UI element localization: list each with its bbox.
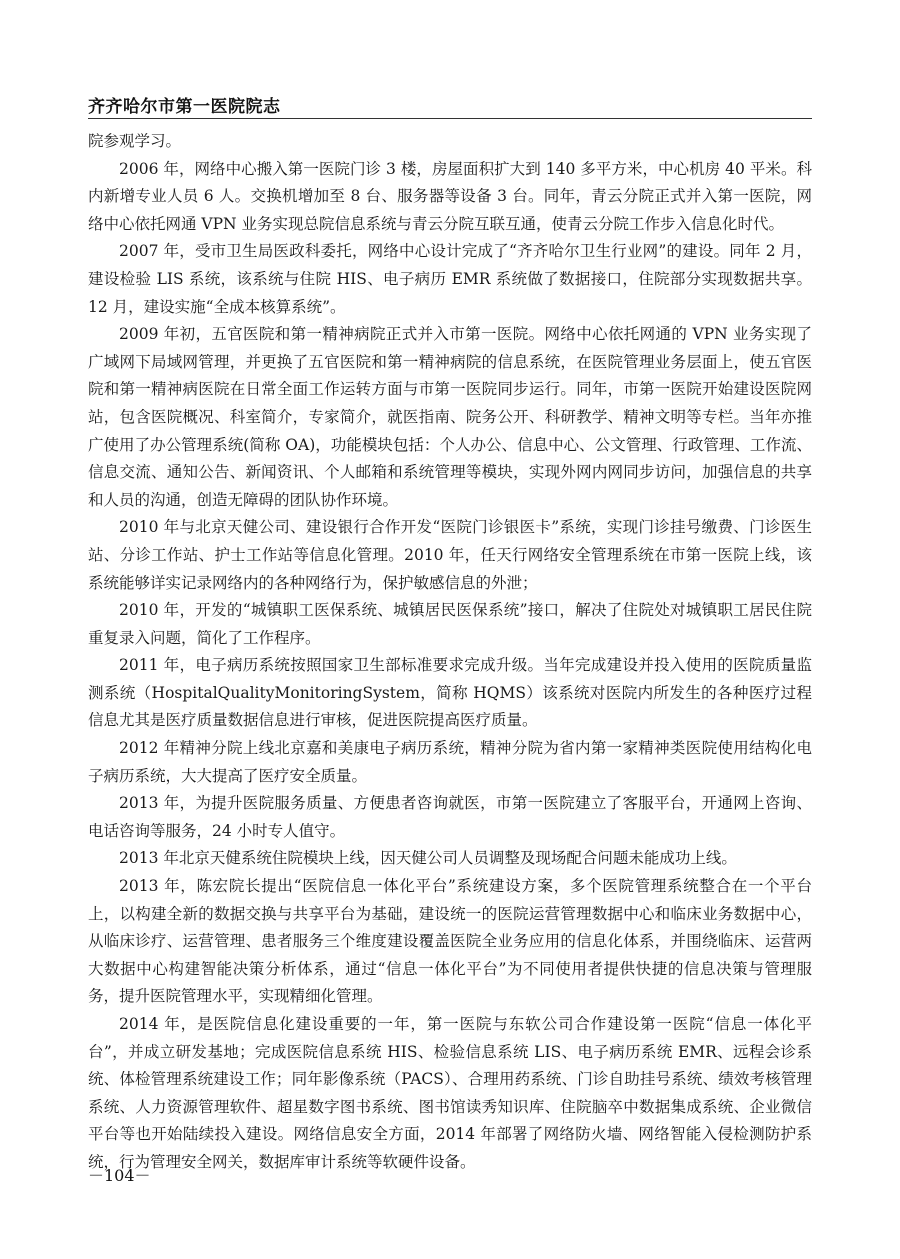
running-head-title: 齐齐哈尔市第一医院院志 [88, 97, 281, 117]
paragraph-2006: 2006 年，网络中心搬入第一医院门诊 3 楼，房屋面积扩大到 140 多平方米，中心机房 40 平米。科内新增专业人员 6 人。交换机增加至 8 台、服务器等设备 3 台。同年，青云分院正式并入第一医院，网络中心依托网通 VPN 业务实现总院信息系统与青云分院互联互通，使青云分院工作步入信息化时代。 [88, 159, 812, 233]
paragraph-2010-yibao: 2010 年，开发的“城镇职工医保系统、城镇居民医保系统”接口，解决了住院处对城镇职工居民住院重复录入问题，简化了工作程序。 [88, 601, 812, 647]
paragraph-2013-pingtai: 2013 年，陈宏院长提出“医院信息一体化平台”系统建设方案，多个医院管理系统整合在一个平台上，以构建全新的数据交换与共享平台为基础，建设统一的医院运营管理数据中心和临床业务数据中心，从临床诊疗、运营管理、患者服务三个维度建设覆盖医院全业务应用的信息化体系，并围绕临床、运营两大数据中心构建智能决策分析体系，通过“信息一体化平台”为不同使用者提供快捷的信息决策与管理服务，提升医院管理水平，实现精细化管理。 [88, 877, 812, 1006]
paragraph-2009: 2009 年初，五官医院和第一精神病院正式并入市第一医院。网络中心依托网通的 VPN 业务实现了广域网下局域网管理，并更换了五官医院和第一精神病院的信息系统，在医院管理业务层面上，使五官医院和第一精神病医院在日常全面工作运转方面与市第一医院同步运行。同年，市第一医院开始建设医院网站，包含医院概况、科室简介，专家简介，就医指南、院务公开、科研教学、精神文明等专栏。当年亦推广使用了办公管理系统(简称 OA)，功能模块包括：个人办公、信息中心、公文管理、行政管理、工作流、信息交流、通知公告、新闻资讯、个人邮箱和系统管理等模块，实现外网内网同步访问，加强信息的共享和人员的沟通，创造无障碍的团队协作环境。 [88, 325, 812, 509]
paragraph-2011: 2011 年，电子病历系统按照国家卫生部标准要求完成升级。当年完成建设并投入使用的医院质量监测系统（HospitalQualityMonitoringSystem，简称 HQMS）该系统对医院内所发生的各种医疗过程信息尤其是医疗质量数据信息进行审核，促进医院提高医疗质量。 [88, 656, 812, 730]
paragraph-2013-kefu: 2013 年，为提升医院服务质量、方便患者咨询就医，市第一医院建立了客服平台，开通网上咨询、电话咨询等服务，24 小时专人值守。 [88, 794, 812, 840]
header-rule [88, 118, 812, 119]
paragraph-2013-tianjian: 2013 年北京天健系统住院模块上线，因天健公司人员调整及现场配合问题未能成功上线。 [119, 849, 737, 868]
body-text [88, 128, 812, 1177]
paragraph-2010-yiyika: 2010 年与北京天健公司、建设银行合作开发“医院门诊银医卡”系统，实现门诊挂号缴费、门诊医生站、分诊工作站、护士工作站等信息化管理。2010 年，任天行网络安全管理系统在市第一医院上线，该系统能够详实记录网络内的各种网络行为，保护敏感信息的外泄； [88, 518, 812, 592]
page-number: －104－ [88, 1166, 151, 1185]
paragraph-2007: 2007 年，受市卫生局医政科委托，网络中心设计完成了“齐齐哈尔卫生行业网”的建设。同年 2 月，建设检验 LIS 系统，该系统与住院 HIS、电子病历 EMR 系统做了数据接口，住院部分实现数据共享。12 月，建设实施“全成本核算系统”。 [88, 242, 812, 316]
paragraph-2012: 2012 年精神分院上线北京嘉和美康电子病历系统，精神分院为省内第一家精神类医院使用结构化电子病历系统，大大提高了医疗安全质量。 [88, 739, 812, 785]
paragraph-continued: 院参观学习。 [88, 132, 182, 150]
paragraph-2014: 2014 年，是医院信息化建设重要的一年，第一医院与东软公司合作建设第一医院“信息一体化平台”，并成立研发基地；完成医院信息系统 HIS、检验信息系统 LIS、电子病历系统 EMR、远程会诊系统、体检管理系统建设工作；同年影像系统（PACS）、合理用药系统、门诊自助挂号系统、绩效考核管理系统、人力资源管理软件、超星数字图书系统、图书馆读秀知识库、住院脑卒中数据集成系统、企业微信平台等也开始陆续投入建设。网络信息安全方面，2014 年部署了网络防火墙、网络智能入侵检测防护系统，行为管理安全网关，数据库审计系统等软硬件设备。 [88, 1015, 812, 1171]
